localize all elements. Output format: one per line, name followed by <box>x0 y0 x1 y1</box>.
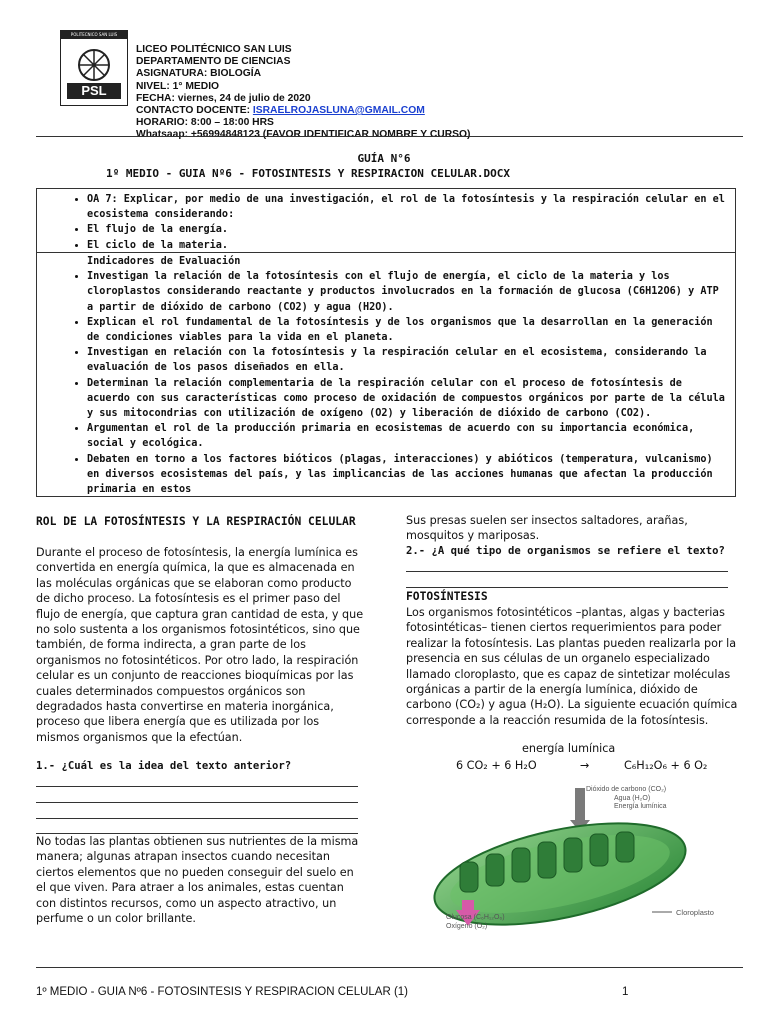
contact-email-link[interactable]: ISRAELROJASLUNA@GMAIL.COM <box>252 105 425 117</box>
indicator-item: • Investigan la relación de la fotosíntesis con el flujo de energía, el ciclo de la materia y los cloroplastos considerando reactante y productos involucrados en la formación de glucosa (C6H12O6) y ATP a partir de dióxido de carbono (CO2) y agua (H2O). <box>87 269 735 315</box>
header-line-school: LICEO POLITÉCNICO SAN LUIS <box>136 44 292 55</box>
answer-line[interactable] <box>36 786 358 787</box>
logo-top-text: POLITECNICO SAN LUIS <box>61 31 127 39</box>
left-paragraph-2: No todas las plantas obtienen sus nutrientes de la misma manera; algunas atrapan insectos cuando necesitan ciertos elementos que no pueden conseguir del suelo en el que viven. Para atraer a los animales, estas cuentan con distintos recursos, como un aspecto atractivo, un perfume o un color brillante. <box>36 835 359 926</box>
left-paragraph-1: Durante el proceso de fotosíntesis, la energía lumínica es convertida en energía química, la que es almacenada en las moléculas orgánicas que se elaboran como producto de dicho proceso. La fotosíntesis es el primer paso del flujo de energía, que captura gran cantidad de esta, y que no solo sustenta a los organismos fotosintéticos, sino que también, de forma indirecta, a gran parte de los organismos no fotosintéticos. Por otro lado, la respiración celular es un conjunto de reacciones bioquímicas por las cuales determinados compuestos orgánicos son degradados hasta convertirse en materia inorgánica, proceso que libera energía que es utilizada por los mismos organismos que la efectúan. <box>36 546 364 744</box>
footer-text: 1º MEDIO - GUIA Nº6 - FOTOSINTESIS Y RESPIRACION CELULAR (1) <box>36 986 409 998</box>
indicators-title: Indicadores de Evaluación <box>87 256 241 267</box>
question-2: 2.- ¿A qué tipo de organismos se refiere el texto? <box>406 545 725 557</box>
equation-reactants: 6 CO₂ + 6 H₂O <box>456 759 537 772</box>
header-line-subject: ASIGNATURA: BIOLOGÍA <box>136 68 262 80</box>
equation-products: C₆H₁₂O₆ + 6 O₂ <box>624 759 708 772</box>
school-logo <box>60 30 128 106</box>
left-heading: ROL DE LA FOTOSÍNTESIS Y LA RESPIRACIÓN CELULAR <box>36 515 356 528</box>
header-whatsapp: Whatsaap: +56994848123 (FAVOR IDENTIFICAR NOMBRE Y CURSO) <box>136 129 471 141</box>
answer-line[interactable] <box>406 571 728 572</box>
header-divider <box>36 136 743 137</box>
logo-letters: PSL <box>81 83 107 98</box>
objective-item: • El flujo de la energía. <box>87 222 735 237</box>
question-1: 1.- ¿Cuál es la idea del texto anterior? <box>36 760 292 772</box>
header-line-department: DEPARTAMENTO DE CIENCIAS <box>136 56 291 68</box>
header-line-level: NIVEL: 1° MEDIO <box>136 80 220 92</box>
right-heading: FOTOSÍNTESIS <box>406 590 488 603</box>
objective-item: • El ciclo de la materia. <box>87 238 735 253</box>
indicators-box <box>36 252 736 497</box>
objectives-box <box>36 188 736 253</box>
answer-line[interactable] <box>36 802 358 803</box>
indicator-item: • Argumentan el rol de la producción primaria en ecosistemas de acuerdo con su importancia económica, social y ecológica. <box>87 421 735 451</box>
diagram-outputs: Glucosa (C₆H₁₂O₆) Oxígeno (O₂) <box>446 914 505 930</box>
objective-item: • OA 7: Explicar, por medio de una investigación, el rol de la fotosíntesis y la respiración celular en el ecosistema considerando: <box>87 192 735 222</box>
guide-subtitle: 1º MEDIO - GUIA Nº6 - FOTOSINTESIS Y RESPIRACION CELULAR.DOCX <box>106 167 510 180</box>
header-contact: CONTACTO DOCENTE: ISRAELROJASLUNA@GMAIL.COM <box>136 105 425 117</box>
footer-divider <box>36 967 743 968</box>
answer-line[interactable] <box>406 587 728 588</box>
indicator-item: • Investigan en relación con la fotosíntesis y la respiración celular en el ecosistema, considerando la evaluación de los pasos diseñados en ella. <box>87 345 735 375</box>
equation-arrow: → <box>580 759 590 772</box>
indicator-item: • Determinan la relación complementaria de la respiración celular con el proceso de fotosíntesis de acuerdo con sus características como proceso de oxidación de compuestos orgánicos por parte de la célula y sus mitocondrias con utilización de oxígeno (O2) y liberación de dióxido de carbono (CO2). <box>87 376 735 422</box>
diagram-inputs: Dióxido de carbono (CO₂) Agua (H₂O) Energía lumínica <box>586 786 667 810</box>
indicator-item: • Debaten en torno a los factores bióticos (plagas, interacciones) y abióticos (temperatura, vulcanismo) en diversos ecosistemas del país, y las implicancias de las acciones humanas que afectan la producción primaria en estos <box>87 452 735 497</box>
diagram-chloroplast-label: Cloroplasto <box>676 908 714 917</box>
header-schedule: HORARIO: 8:00 – 18:00 HRS <box>136 117 274 129</box>
guide-title: GUÍA N°6 <box>357 152 411 165</box>
answer-line[interactable] <box>36 818 358 819</box>
indicator-item: • Explican el rol fundamental de la fotosíntesis y de los organismos que la desarrollan en la generación de condiciones viables para la vida en el planeta. <box>87 315 735 345</box>
page-number: 1 <box>622 986 629 998</box>
school-header <box>136 44 470 142</box>
equation-energy-label: energía lumínica <box>522 742 616 755</box>
header-line-date: FECHA: viernes, 24 de julio de 2020 <box>136 92 311 104</box>
right-paragraph-3: Los organismos fotosintéticos –plantas, algas y bacterias fotosintéticas– tienen ciertos requerimientos para poder realizar la fotosíntesis. Las plantas pueden realizarla por la presencia en sus células de un organelo especializado llamado cloroplasto, que es capaz de sintetizar moléculas orgánicas a partir de la energía lumínica, dióxido de carbono (CO₂) y agua (H₂O). La siguiente ecuación química corresponde a la reacción resumida de la fotosíntesis. <box>406 606 738 727</box>
right-paragraph-cont: Sus presas suelen ser insectos saltadores, arañas, mosquitos y mariposas. <box>406 514 688 543</box>
